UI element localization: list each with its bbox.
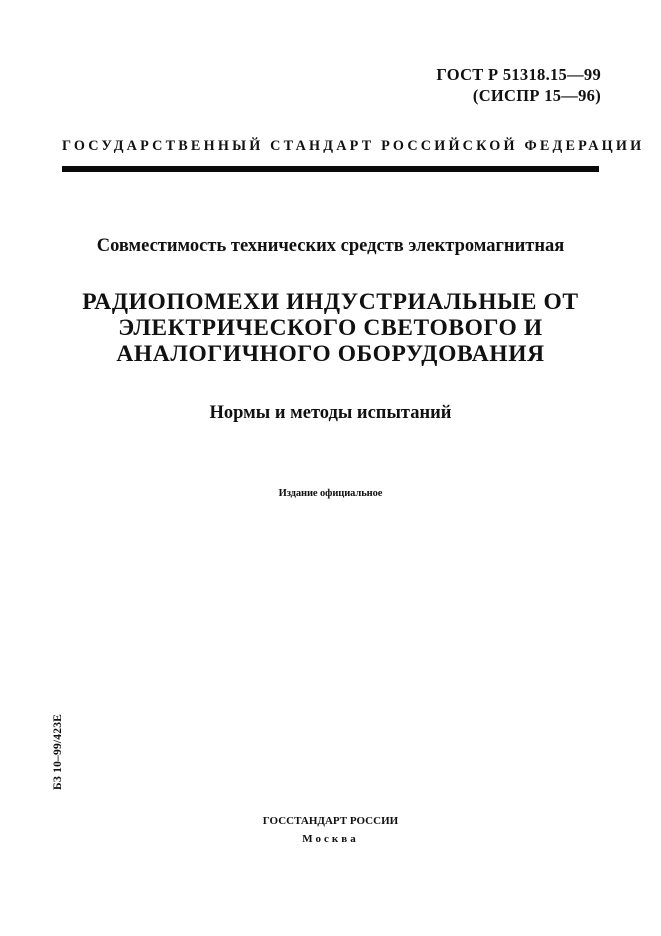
standard-type-heading: ГОСУДАРСТВЕННЫЙ СТАНДАРТ РОССИЙСКОЙ ФЕДЕРАЦИИ	[62, 138, 645, 154]
publisher-city: Москва	[302, 833, 359, 845]
main-title-line: РАДИОПОМЕХИ ИНДУСТРИАЛЬНЫЕ ОТ	[82, 289, 579, 315]
subtitle: Нормы и методы испытаний	[209, 403, 452, 423]
main-title	[20, 289, 641, 367]
publisher-block	[20, 812, 641, 848]
cispr-code: (СИСПР 15—96)	[472, 86, 601, 105]
header-rule	[62, 166, 599, 172]
main-title-line: ЭЛЕКТРИЧЕСКОГО СВЕТОВОГО И	[118, 315, 543, 341]
side-catalog-code: БЗ 10–99/423Е	[52, 713, 64, 790]
publisher-name: ГОССТАНДАРТ РОССИИ	[262, 815, 399, 827]
subject-heading: Совместимость технических средств электромагнитная	[96, 236, 565, 256]
gost-code: ГОСТ Р 51318.15—99	[436, 65, 601, 84]
main-title-line: АНАЛОГИЧНОГО ОБОРУДОВАНИЯ	[116, 341, 545, 367]
document-code-block	[436, 64, 601, 106]
edition-note: Издание официальное	[278, 488, 383, 499]
